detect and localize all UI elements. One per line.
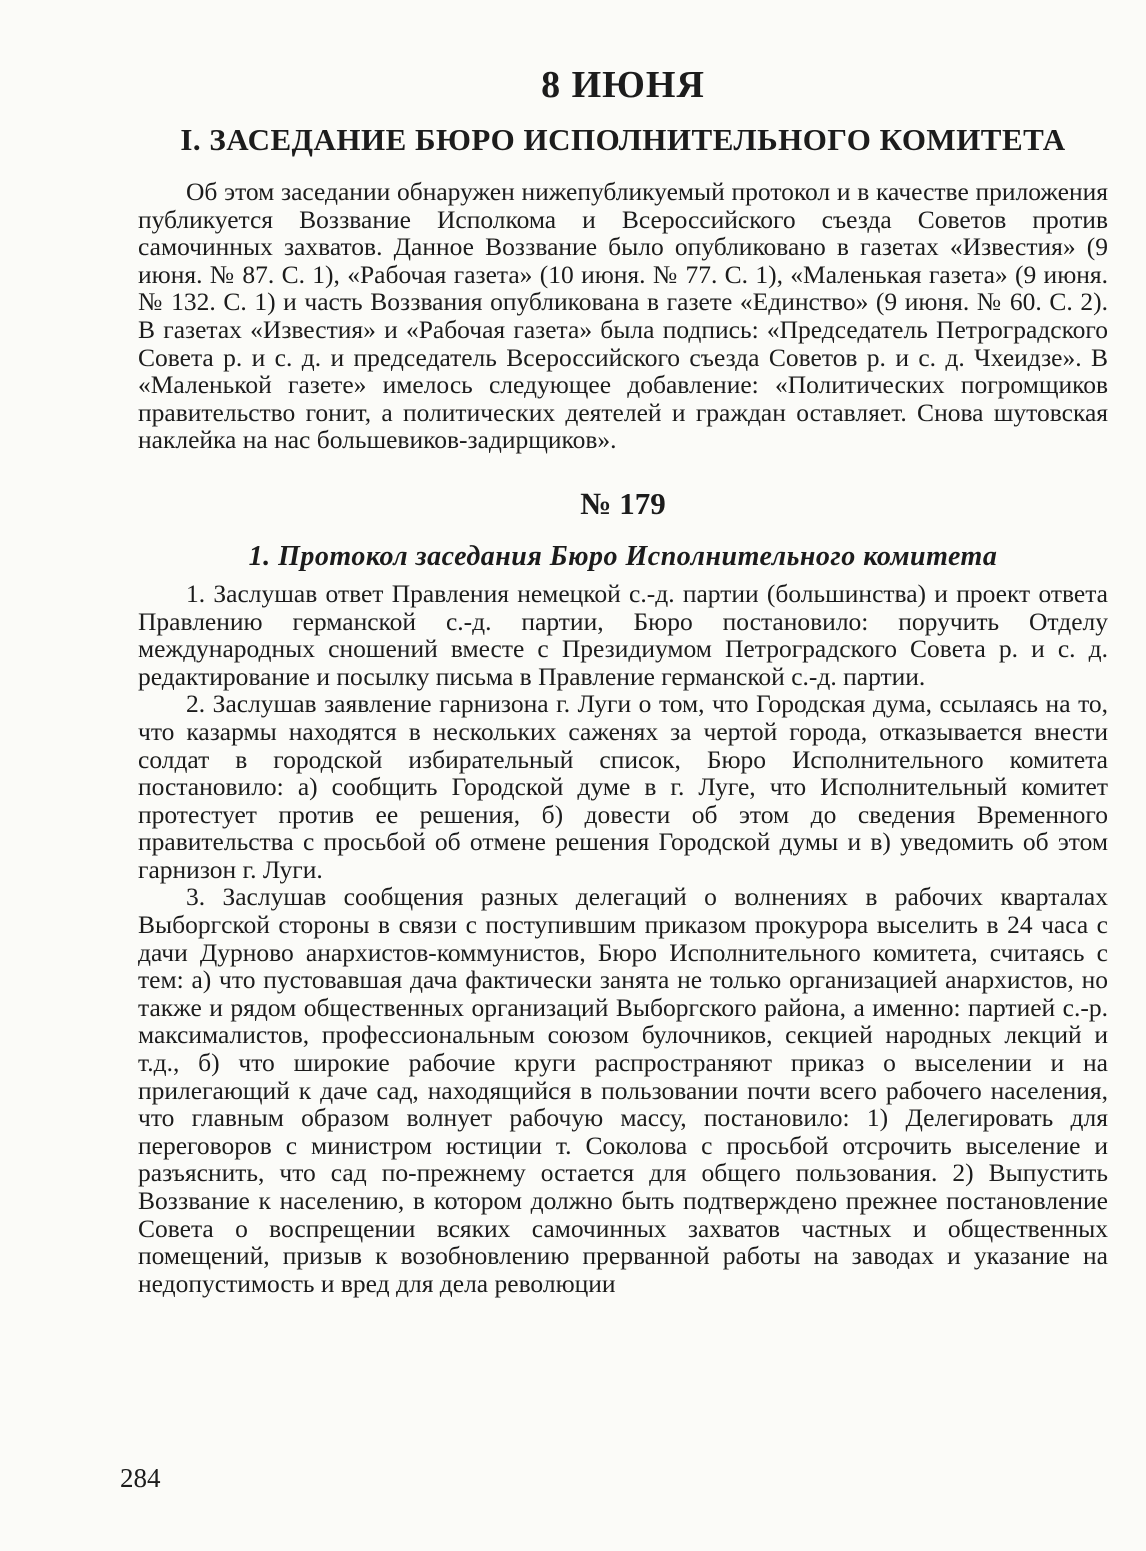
document-number: № 179 [580,485,666,521]
protocol-item-2: 2. Заслушав заявление гарнизона г. Луги о том, что Городская дума, ссылаясь на то, что казармы находятся в нескольких саженях за чертой города, отказывается внести солдат в городской избирательный список, Бюро Исполнительного комитета постановило: а) сообщить Городской думе в г. Луге, что Исполнительный комитет протестует против ее решения, б) довести об этом до сведения Временного правительства с просьбой об отмене решения Городской думы и в) уведомить об этом гарнизон г. Луги. [138,689,1108,884]
intro-paragraph: Об этом заседании обнаружен нижепубликуемый протокол и в качестве приложения публикуется Воззвание Исполкома и Всероссийского съезда Советов против самочинных захватов. Данное Воззвание было опубликовано в газетах «Известия» (9 июня. № 87. С. 1), «Рабочая газета» (10 июня. № 77. С. 1), «Маленькая газета» (9 июня. № 132. С. 1) и часть Воззвания опубликована в газете «Единство» (9 июня. № 60. С. 2). В газетах «Известия» и «Рабочая газета» была подпись: «Председатель Петроградского Совета р. и с. д. и председатель Всероссийского съезда Советов р. и с. д. Чхеидзе». В «Маленькой газете» имелось следующее добавление: «Политических погромщиков правительство гонит, а политических деятелей и граждан оставляет. Снова шутовская наклейка на нас большевиков-задирщиков». [138,177,1108,455]
page-content [138,60,1108,1297]
document-title: 1. Протокол заседания Бюро Исполнительного комитета [248,540,998,572]
section-heading: I. ЗАСЕДАНИЕ БЮРО ИСПОЛНИТЕЛЬНОГО КОМИТЕТА [180,122,1066,157]
date-heading: 8 ИЮНЯ [541,64,705,106]
page-number: 284 [120,1463,161,1493]
protocol-item-1: 1. Заслушав ответ Правления немецкой с.-д. партии (большинства) и проект ответа Правлению германской с.-д. партии, Бюро постановило: поручить Отделу международных сношений вместе с Президиумом Петроградского Совета р. и с. д. редактирование и посылку письма в Правление германской с.-д. партии. [138,578,1108,691]
protocol-item-3: 3. Заслушав сообщения разных делегаций о волнениях в рабочих кварталах Выборгской стороны в связи с поступившим приказом прокурора выселить в 24 часа с дачи Дурново анархистов-коммунистов, Бюро Исполнительного комитета, считаясь с тем: а) что пустовавшая дача фактически занята не только организацией анархистов, но также и рядом общественных организаций Выборгского района, а именно: партией с.-р. максималистов, профессиональным союзом булочников, секцией народных лекций и т.д., б) что широкие рабочие круги распространяют приказ о выселении и на прилегающий к даче сад, находящийся в пользовании почти всего рабочего населения, что главным образом волнует рабочую массу, постановило: 1) Делегировать для переговоров с министром юстиции т. Соколова с просьбой отсрочить выселение и разъяснить, что сад по-прежнему остается для общего пользования. 2) Выпустить Воззвание к населению, в котором должно быть подтверждено прежнее постановление Совета о воспрещении всяких самочинных захватов частных и общественных помещений, призыв к возобновлению прерванной работы на заводах и указание на недопустимость и вред для дела революции [138,882,1108,1298]
